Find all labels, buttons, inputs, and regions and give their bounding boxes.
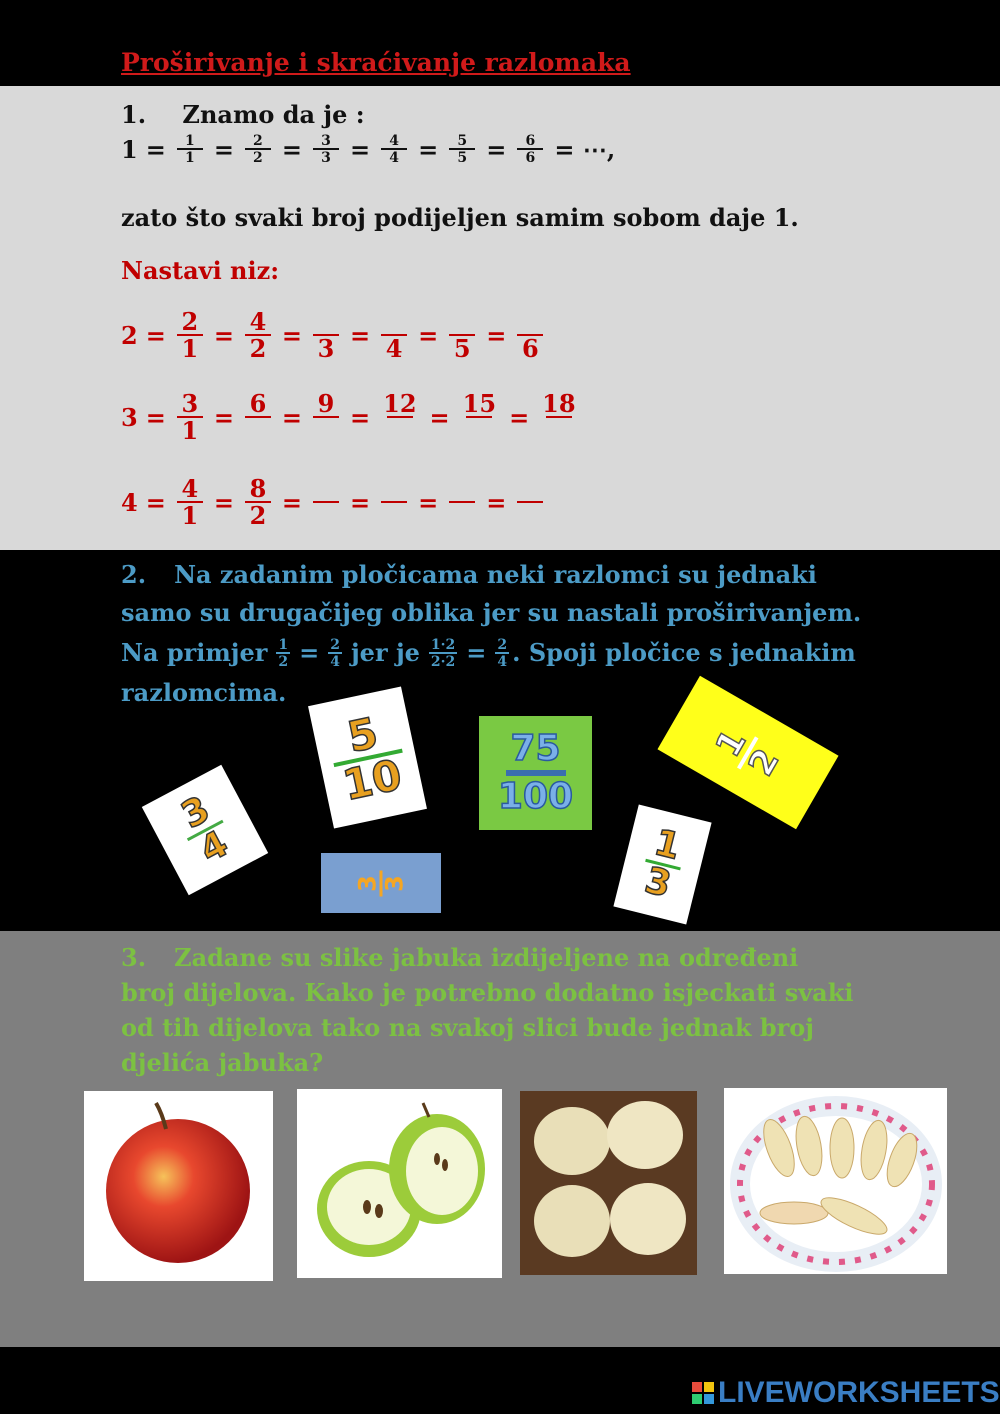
section-2-number: 2. — [121, 560, 147, 589]
fraction — [313, 477, 339, 528]
equals-sign: = — [281, 488, 303, 517]
fraction-numerator: 1 — [278, 636, 289, 653]
section-2-line-2: samo su drugačijeg oblika jer su nastali proširivanjem. — [121, 598, 862, 627]
tile-denominator: 3 — [380, 874, 409, 892]
fraction — [381, 310, 407, 361]
fraction-denominator: 3 — [313, 334, 339, 361]
fraction — [449, 477, 475, 528]
equals-sign: = — [418, 135, 439, 164]
equals-sign: = — [466, 638, 487, 667]
section-3-text — [121, 940, 941, 1080]
section-2-line-3 — [121, 632, 941, 674]
fraction — [313, 134, 339, 165]
fraction — [381, 134, 407, 165]
intro-lead: 1 — [121, 135, 138, 164]
fraction-numerator: 18 — [542, 389, 576, 418]
equals-sign: = — [299, 638, 320, 667]
fraction — [177, 389, 203, 445]
photo-sliced-apple — [724, 1088, 947, 1274]
fraction-numerator: 3 — [321, 133, 331, 149]
fraction-numerator: 12 — [383, 389, 417, 418]
fraction-numerator: 6 — [525, 133, 536, 149]
fraction — [177, 134, 203, 165]
fraction-numerator[interactable] — [449, 477, 475, 501]
fraction — [245, 307, 271, 363]
whole-apple-image — [84, 1091, 273, 1281]
example-fraction-3 — [429, 638, 457, 669]
tile-numerator: 5 — [343, 707, 382, 762]
fraction-numerator: 1·2 — [430, 636, 456, 653]
fraction — [517, 134, 543, 165]
equals-sign: = — [213, 403, 234, 432]
fraction-numerator: 2 — [330, 636, 340, 653]
example-fraction-4 — [495, 638, 509, 669]
tile-fraction — [636, 824, 689, 905]
equals-sign: = — [350, 135, 371, 164]
tile-fraction — [170, 788, 241, 873]
tile-numerator: 3 — [174, 788, 217, 837]
tile-fraction — [324, 707, 411, 808]
liveworksheets-logo[interactable] — [692, 1376, 1000, 1410]
equals-sign: = — [486, 321, 507, 350]
tile-denominator: 2 — [741, 741, 788, 783]
row-lead: 3 — [121, 403, 138, 432]
fraction-numerator: 2 — [253, 133, 263, 149]
tile-denominator: 10 — [338, 749, 406, 810]
photo-quartered-apple — [520, 1091, 697, 1275]
fraction-denominator: 5 — [449, 148, 475, 165]
fraction — [540, 389, 577, 443]
tile-numerator: 1 — [708, 722, 755, 764]
fraction-numerator[interactable] — [517, 477, 543, 501]
equals-sign: = — [145, 488, 166, 517]
halved-apple-image — [297, 1089, 502, 1278]
example-middle: jer je — [351, 638, 420, 667]
tile-numerator: 75 — [510, 728, 561, 769]
fraction-numerator[interactable] — [449, 310, 475, 334]
fraction-numerator: 15 — [462, 389, 497, 418]
equals-sign: = — [281, 321, 303, 350]
sequence-row-4 — [121, 474, 546, 530]
intro-equation — [121, 134, 615, 165]
fraction-denominator: 2·2 — [430, 653, 456, 670]
section-3-line-1 — [121, 940, 941, 975]
equals-sign: = — [429, 403, 450, 432]
fraction-denominator: 1 — [177, 501, 203, 528]
fraction-denominator[interactable] — [466, 416, 492, 443]
section-3-number: 3. — [121, 943, 147, 972]
example-tail: . Spoji pločice s jednakim — [512, 638, 856, 667]
logo-text: LIVEWORKSHEETS — [718, 1376, 1000, 1409]
equals-sign: = — [145, 403, 166, 432]
equals-sign: = — [509, 403, 530, 432]
fraction-denominator: 4 — [497, 653, 508, 670]
equals-sign: = — [418, 488, 439, 517]
tile-three-thirds[interactable] — [321, 853, 441, 913]
tile-numerator: 1 — [650, 822, 685, 869]
example-fraction-1 — [276, 638, 290, 669]
section-1-heading-text: Znamo da je : — [182, 100, 365, 129]
equals-sign: = — [213, 135, 234, 164]
fraction-denominator: 1 — [177, 334, 203, 361]
fraction-numerator: 4 — [249, 307, 267, 336]
intro-tail: = ⋯, — [554, 135, 616, 164]
section-3-line-1-text: Zadane su slike jabuka izdijeljene na određeni — [174, 943, 799, 972]
sequence-row-2 — [121, 307, 546, 363]
equals-sign: = — [213, 321, 234, 350]
fraction-denominator: 2 — [245, 148, 271, 165]
fraction — [313, 310, 339, 361]
fraction — [177, 474, 203, 530]
equals-sign: = — [281, 135, 303, 164]
section-1-heading — [121, 100, 365, 129]
logo-squares-icon — [692, 1382, 714, 1404]
fraction-denominator[interactable] — [245, 416, 271, 443]
fraction-denominator[interactable] — [313, 416, 339, 443]
fraction — [381, 477, 407, 528]
equals-sign: = — [486, 135, 507, 164]
section-3-line-2: broj dijelova. Kako je potrebno dodatno isjeckati svaki — [121, 978, 854, 1007]
fraction-denominator: 3 — [313, 148, 339, 165]
fraction-numerator[interactable] — [313, 477, 339, 501]
fraction-denominator[interactable] — [517, 501, 543, 528]
section-2-line-4: razlomcima. — [121, 678, 287, 707]
fraction-denominator: 1 — [177, 416, 203, 443]
tile-denominator: 3 — [640, 860, 676, 906]
fraction-denominator[interactable] — [546, 416, 572, 443]
section-3-line-4: djelića jabuka? — [121, 1048, 324, 1077]
section-2-line-1 — [121, 556, 941, 594]
fraction-numerator[interactable] — [381, 477, 407, 501]
equals-sign: = — [213, 488, 234, 517]
fraction-denominator: 2 — [278, 653, 289, 670]
fraction-numerator: 1 — [184, 133, 195, 149]
fraction — [449, 134, 475, 165]
fraction-denominator: 4 — [330, 653, 340, 670]
fraction-denominator: 4 — [381, 148, 407, 165]
equals-sign: = — [350, 321, 371, 350]
explanation-text: zato što svaki broj podijeljen samim sobom daje 1. — [121, 203, 799, 232]
fraction-numerator: 2 — [497, 636, 508, 653]
fraction-denominator[interactable] — [313, 501, 339, 528]
fraction-numerator: 5 — [457, 133, 468, 149]
fraction — [517, 310, 543, 361]
fraction — [177, 307, 203, 363]
fraction-denominator: 6 — [517, 148, 543, 165]
equals-sign: = — [145, 135, 166, 164]
tile-fraction — [353, 870, 409, 896]
equals-sign: = — [350, 488, 371, 517]
quartered-apple-image — [520, 1091, 697, 1275]
fraction — [245, 474, 271, 530]
fraction-denominator[interactable] — [381, 501, 407, 528]
fraction-denominator: 2 — [245, 501, 271, 528]
example-fraction-2 — [328, 638, 342, 669]
tile-fraction — [708, 719, 788, 786]
fraction-numerator: 6 — [249, 389, 267, 418]
fraction-numerator: 9 — [317, 389, 335, 418]
fraction-denominator: 6 — [517, 334, 543, 361]
fraction-denominator: 4 — [381, 334, 407, 361]
fraction-numerator[interactable] — [313, 310, 339, 334]
fraction-denominator[interactable] — [449, 501, 475, 528]
row-lead: 4 — [121, 488, 138, 517]
prompt-text: Nastavi niz: — [121, 256, 280, 285]
tile-one-third[interactable] — [613, 804, 711, 924]
sliced-apple-image — [724, 1088, 947, 1274]
fraction-denominator: 2 — [245, 334, 271, 361]
fraction-numerator: 8 — [249, 474, 267, 503]
fraction-numerator[interactable] — [381, 310, 407, 334]
fraction-numerator: 4 — [181, 474, 199, 503]
photo-halved-apple — [297, 1089, 502, 1278]
fraction — [313, 389, 339, 443]
tile-denominator: 4 — [193, 822, 235, 871]
tile-three-quarters[interactable] — [142, 765, 268, 896]
equals-sign: = — [281, 403, 303, 432]
tile-fraction — [497, 728, 574, 817]
equals-sign: = — [145, 321, 166, 350]
page-title: Proširivanje i skraćivanje razlomaka — [121, 48, 631, 77]
section-3-line-3: od tih dijelova tako na svakoj slici bude jednak broj — [121, 1013, 814, 1042]
fraction-numerator: 2 — [181, 307, 199, 336]
row-lead: 2 — [121, 321, 138, 350]
fraction-denominator: 1 — [177, 148, 203, 165]
fraction — [461, 389, 498, 443]
tile-seventy-five-hundredths[interactable] — [479, 716, 592, 830]
equals-sign: = — [418, 321, 439, 350]
fraction — [245, 134, 271, 165]
section-2-line-1-text: Na zadanim pločicama neki razlomci su jednaki — [174, 560, 817, 589]
fraction — [449, 310, 475, 361]
fraction-denominator[interactable] — [387, 416, 413, 443]
equals-sign: = — [486, 488, 507, 517]
equals-sign: = — [350, 403, 371, 432]
fraction — [245, 389, 271, 443]
fraction-denominator: 5 — [449, 334, 475, 361]
section-2-text — [121, 556, 941, 712]
fraction-numerator: 4 — [389, 133, 400, 149]
tile-numerator: 3 — [353, 874, 382, 892]
fraction-numerator[interactable] — [517, 310, 543, 334]
photo-whole-apple — [84, 1091, 273, 1281]
fraction — [381, 389, 418, 443]
sequence-row-3 — [121, 389, 581, 445]
example-lead: Na primjer — [121, 638, 268, 667]
tile-denominator: 100 — [497, 776, 574, 817]
fraction — [517, 477, 543, 528]
section-1-number: 1. — [121, 100, 147, 129]
fraction-numerator: 3 — [181, 389, 199, 418]
